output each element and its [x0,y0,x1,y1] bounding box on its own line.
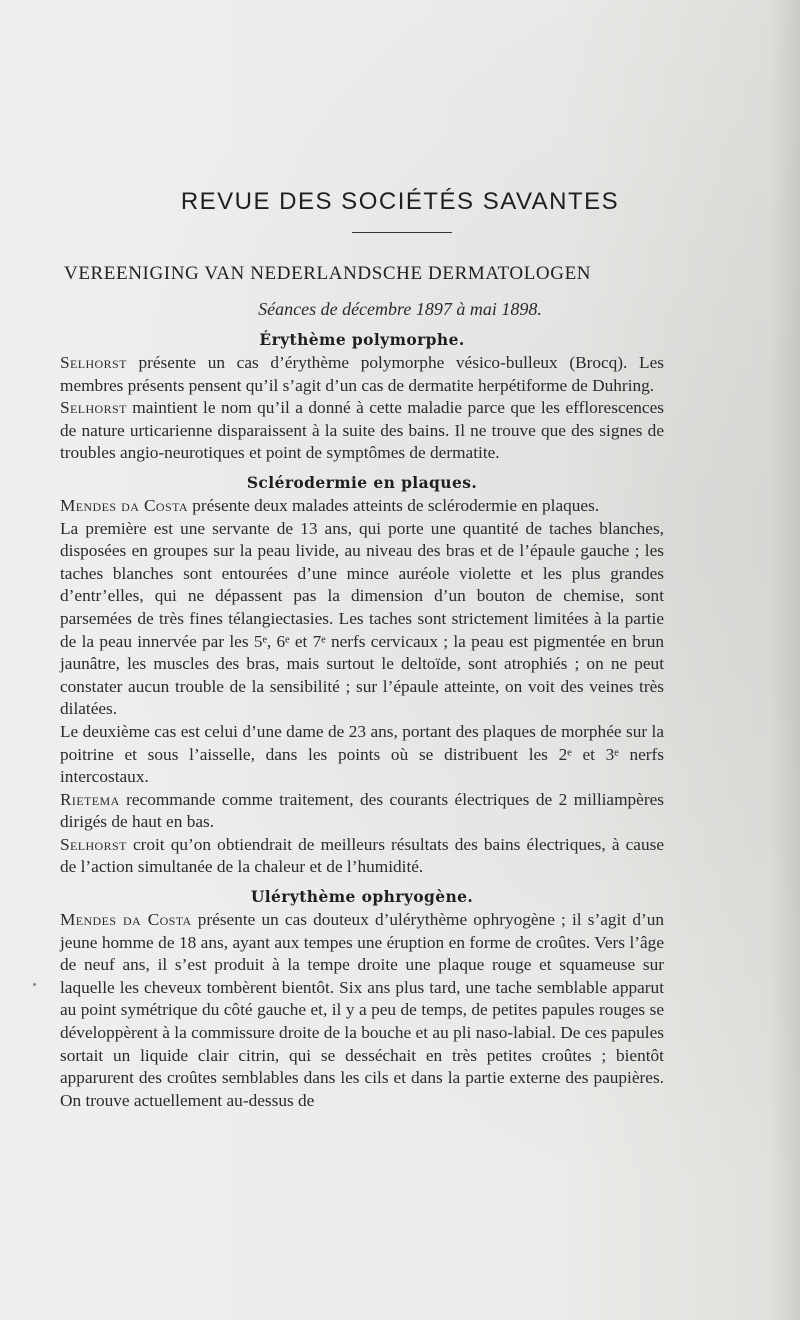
page-speck [33,983,36,986]
journal-section-title: REVUE DES SOCIÉTÉS SAVANTES [180,188,620,215]
article-body [60,328,664,1112]
paragraph-text: présente un cas douteux d’ulérythème ophryogène ; il s’agit d’un jeune homme de 18 ans, ayant aux tempes une éruption en forme de croûtes. Vers l’âge de neuf ans, il s’est produit à la tempe droite une plaque rouge et squameuse sur laquelle les cheveux tombèrent bientôt. Six ans plus tard, une tache semblable apparut au point symétrique du côté gauche et, il y a peu de temps, de petites papules rouges se développèrent à la commissure droite de la bouche et au pli naso-labial. De ces papules sortait un liquide clair citrin, qui se desséchait en très petites croûtes ; bientôt apparurent des croûtes semblables dans les cils et dans la partie externe des paupières. On trouve actuellement au-dessus de [60,910,664,1110]
paragraph: Le deuxième cas est celui d’une dame de 23 ans, portant des plaques de morphée sur la poitrine et sous l’aisselle, dans les points où se distribuent les 2ᵉ et 3ᵉ nerfs intercostaux. [60,721,664,787]
paragraph-text: maintient le nom qu’il a donné à cette maladie parce que les efflorescences de nature urticarienne disparaissent à la suite des bains. Il ne trouve que des signes de troubles angio-neurotiques et point de symptômes de dermatite. [60,398,664,463]
title-rule [352,232,452,233]
paragraph [60,397,664,465]
author-name: Mendes da Costa [60,495,188,515]
author-name: Mendes da Costa [60,910,192,930]
paragraph-text: présente un cas d’érythème polymorphe vésico-bulleux (Brocq). Les membres présents pensent qu’il s’agit d’un cas de dermatite herpétiforme de Duhring. [60,353,664,395]
author-name: Selhorst [60,353,127,372]
paragraph-text: présente deux malades atteints de sclérodermie en plaques. [187,495,600,515]
paragraph [60,834,664,879]
paragraph-text: croit qu’on obtiendrait de meilleurs résultats des bains électriques, à cause de l’action simultanée de la chaleur et de l’humidité. [60,834,664,877]
paragraph: La première est une servante de 13 ans, qui porte une quantité de taches blanches, disposées en groupes sur la peau livide, au niveau des bras et de l’épaule gauche ; les taches blanches sont entourées d’une mince auréole violette et les plus grandes d’entr’elles, qui ne dépassent pas la dimension d’un bouton de chemise, sont parsemées de très fines télangiectasies. Les taches sont strictement limitées à la partie de la peau innervée par les 5ᵉ, 6ᵉ et 7ᵉ nerfs cervicaux ; la peau est pigmentée en brun jaunâtre, les muscles des bras, mais surtout le deltoïde, sont atrophiés ; on ne peut constater aucun trouble de la sensibilité ; sur l’épaule atteinte, on voit des veines très dilatées. [60,518,664,719]
paragraph [60,495,664,518]
paragraph [60,789,664,834]
paragraph [60,909,664,1112]
heading-ulerytheme: Ulérythème ophryogène. [250,887,474,907]
author-name: Selhorst [60,398,127,418]
society-name: VEREENIGING VAN NEDERLANDSCHE DERMATOLOGEN [64,263,592,284]
paragraph-text: recommande comme traitement, des courants électriques de 2 milliampères dirigés de haut en bas. [60,789,664,832]
heading-sclerodermie: Sclérodermie en plaques. [246,472,478,492]
sessions-dates: Séances de décembre 1897 à mai 1898. [258,299,542,319]
author-name: Selhorst [60,834,127,854]
heading-erytheme: Érythème polymorphe. [259,330,465,349]
author-name: Rietema [60,789,120,809]
paragraph [60,352,664,397]
